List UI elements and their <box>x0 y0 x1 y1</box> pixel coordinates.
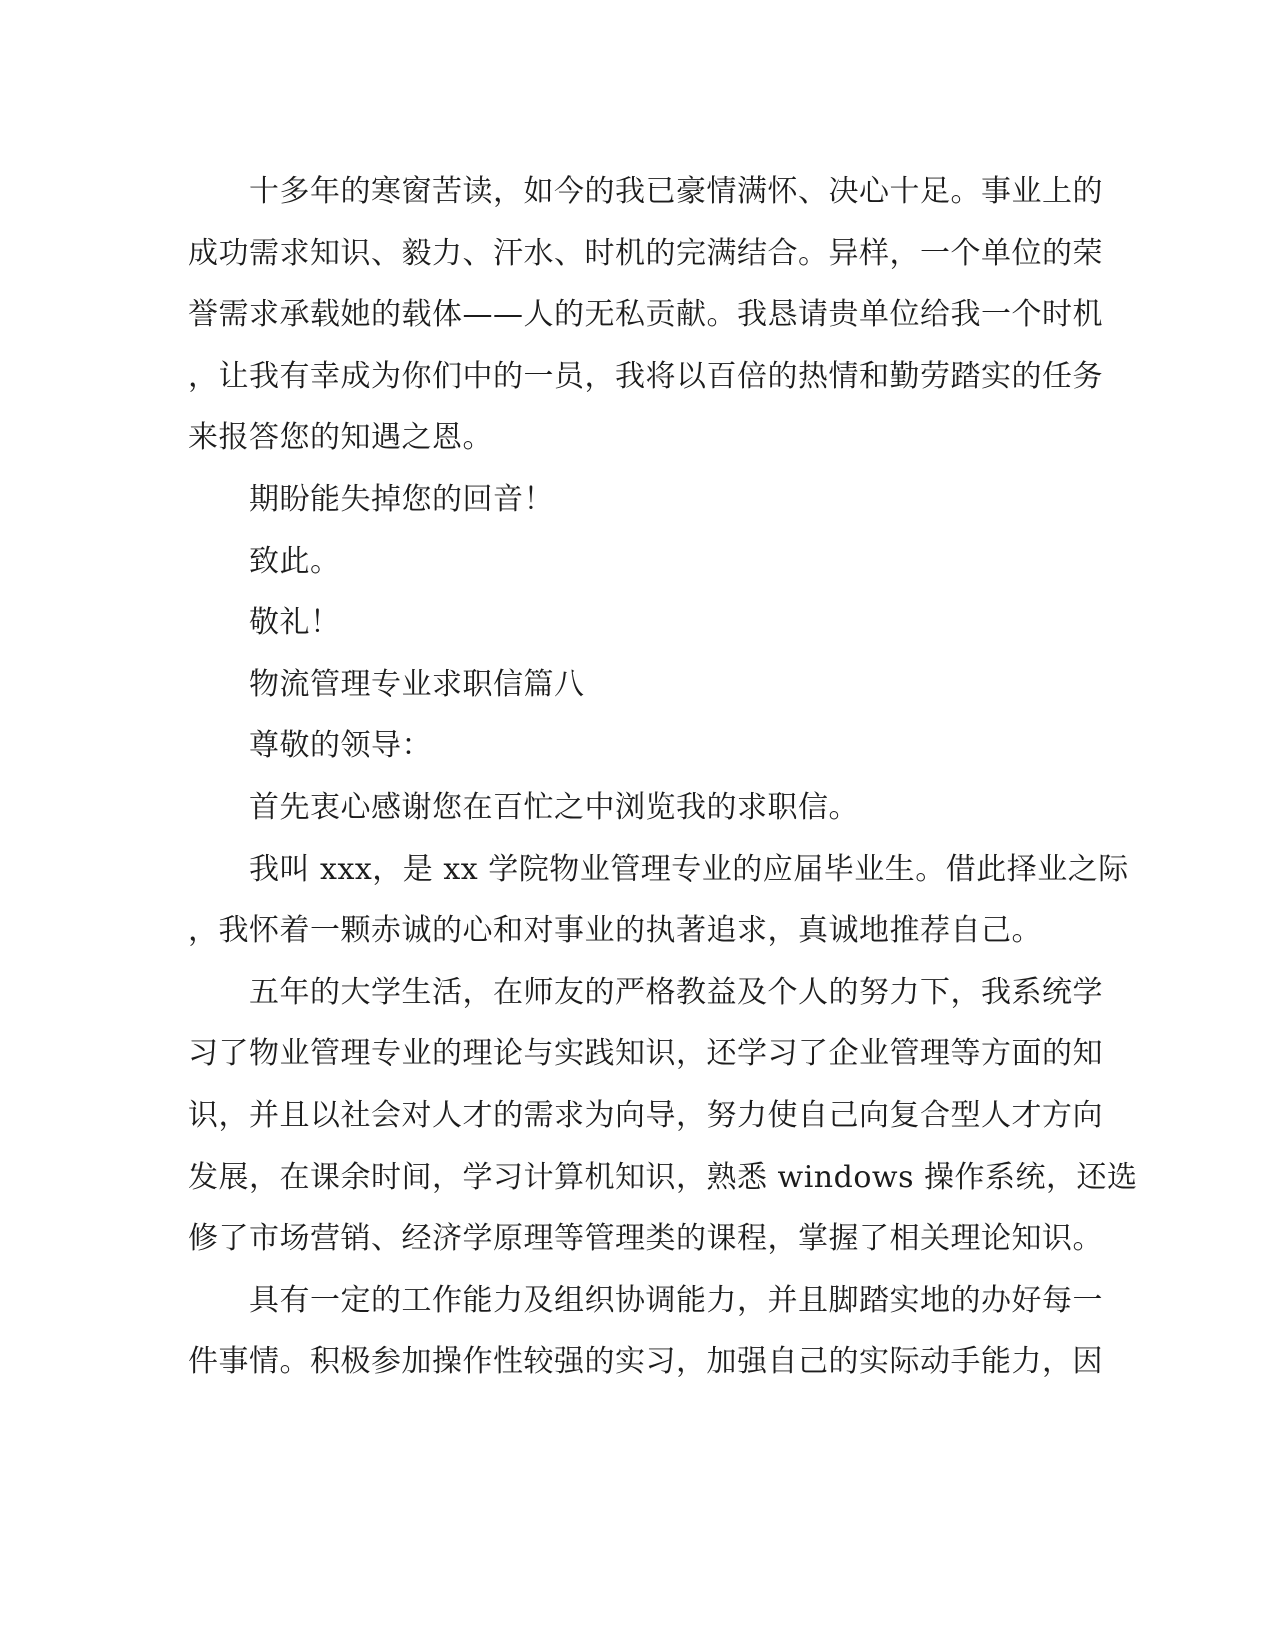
text-line: 五年的大学生活，在师友的严格教益及个人的努力下，我系统学 <box>249 974 1103 1010</box>
text-line: 具有一定的工作能力及组织协调能力，并且脚踏实地的办好每一 <box>249 1282 1103 1318</box>
text-line: 修了市场营销、经济学原理等管理类的课程，掌握了相关理论知识。 <box>188 1221 1103 1257</box>
text-line: 发展，在课余时间，学习计算机知识，熟悉 windows 操作系统，还选 <box>188 1159 1138 1195</box>
text-line: 习了物业管理专业的理论与实践知识，还学习了企业管理等方面的知 <box>188 1036 1103 1072</box>
text-line: ，让我有幸成为你们中的一员，我将以百倍的热情和勤劳踏实的任务 <box>188 358 1103 394</box>
paragraph <box>188 777 1090 839</box>
text-line: 敬礼！ <box>249 605 341 641</box>
text-line: ，我怀着一颗赤诚的心和对事业的执著追求，真诚地推荐自己。 <box>188 913 1042 949</box>
paragraph <box>188 531 1090 593</box>
paragraph <box>188 839 1129 962</box>
paragraph <box>188 592 1090 654</box>
text-line: 物流管理专业求职信篇八 <box>249 666 585 702</box>
text-line: 首先衷心感谢您在百忙之中浏览我的求职信。 <box>249 789 859 825</box>
text-line: 来报答您的知遇之恩。 <box>188 420 493 456</box>
paragraph <box>188 469 1090 531</box>
text-line: 识，并且以社会对人才的需求为向导，努力使自己向复合型人才方向 <box>188 1097 1103 1133</box>
text-line: 十多年的寒窗苦读，如今的我已豪情满怀、决心十足。事业上的 <box>249 174 1103 209</box>
text-line: 尊敬的领导： <box>249 728 432 764</box>
text-column <box>188 161 1138 1393</box>
paragraph <box>188 715 1090 777</box>
text-line: 件事情。积极参加操作性较强的实习，加强自己的实际动手能力，因 <box>188 1344 1103 1380</box>
paragraph <box>188 962 1138 1270</box>
text-line: 期盼能失掉您的回音！ <box>249 481 554 517</box>
paragraph <box>188 654 1090 716</box>
text-line: 誉需求承载她的载体——人的无私贡献。我恳请贵单位给我一个时机 <box>188 297 1103 333</box>
text-line: 成功需求知识、毅力、汗水、时机的完满结合。异样，一个单位的荣 <box>188 235 1103 271</box>
text-line: 致此。 <box>249 543 341 579</box>
paragraph <box>188 1270 1103 1393</box>
paragraph <box>188 161 1103 469</box>
text-line: 我叫 xxx，是 xx 学院物业管理专业的应届毕业生。借此择业之际 <box>249 851 1129 887</box>
